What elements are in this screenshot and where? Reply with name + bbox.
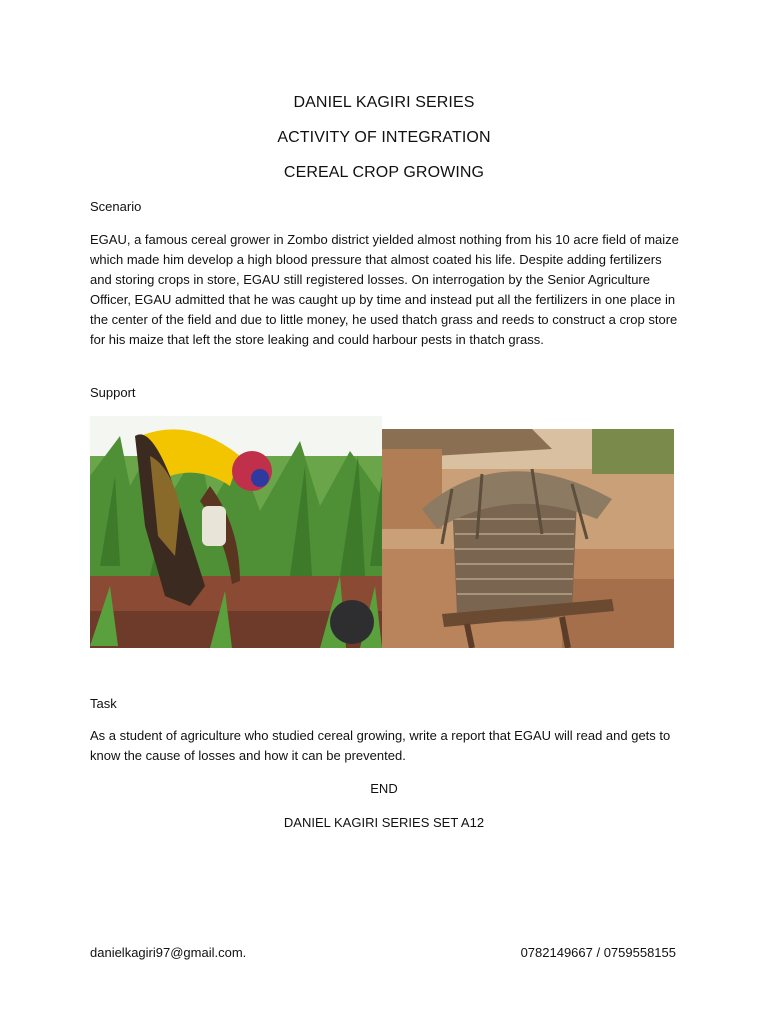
series-title: DANIEL KAGIRI SERIES	[293, 94, 475, 111]
task-label: Task	[90, 696, 117, 711]
task-text: As a student of agriculture who studied cereal growing, write a report that EGAU will read and gets to know the cause of losses and how it can be prevented.	[90, 728, 671, 763]
granary-photo	[382, 429, 674, 648]
footer-email: danielkagiri97@gmail.com.	[90, 945, 247, 960]
maize-field-photo	[90, 416, 382, 648]
activity-title: ACTIVITY OF INTEGRATION	[277, 129, 491, 146]
scenario-text: EGAU, a famous cereal grower in Zombo district yielded almost nothing from his 10 acre field of maize which made him develop a high blood pressure that almost coated his life. Despite adding fertilizers and storing crops in store, EGAU still registered losses. On interrogation by the Senior Agriculture Officer, EGAU admitted that he was caught up by time and instead put all the fertilizers in one place in the center of the field and due to little money, he used thatch grass and reeds to construct a crop store for his maize that left the store leaking and could harbour pests in thatch grass.	[90, 232, 679, 347]
scenario-label: Scenario	[90, 199, 142, 214]
topic-title: CEREAL CROP GROWING	[283, 164, 485, 181]
set-label: DANIEL KAGIRI SERIES SET A12	[283, 815, 485, 830]
footer-phones: 0782149667 / 0759558155	[520, 945, 676, 960]
end-label: END	[370, 781, 398, 796]
support-label: Support	[90, 385, 136, 400]
